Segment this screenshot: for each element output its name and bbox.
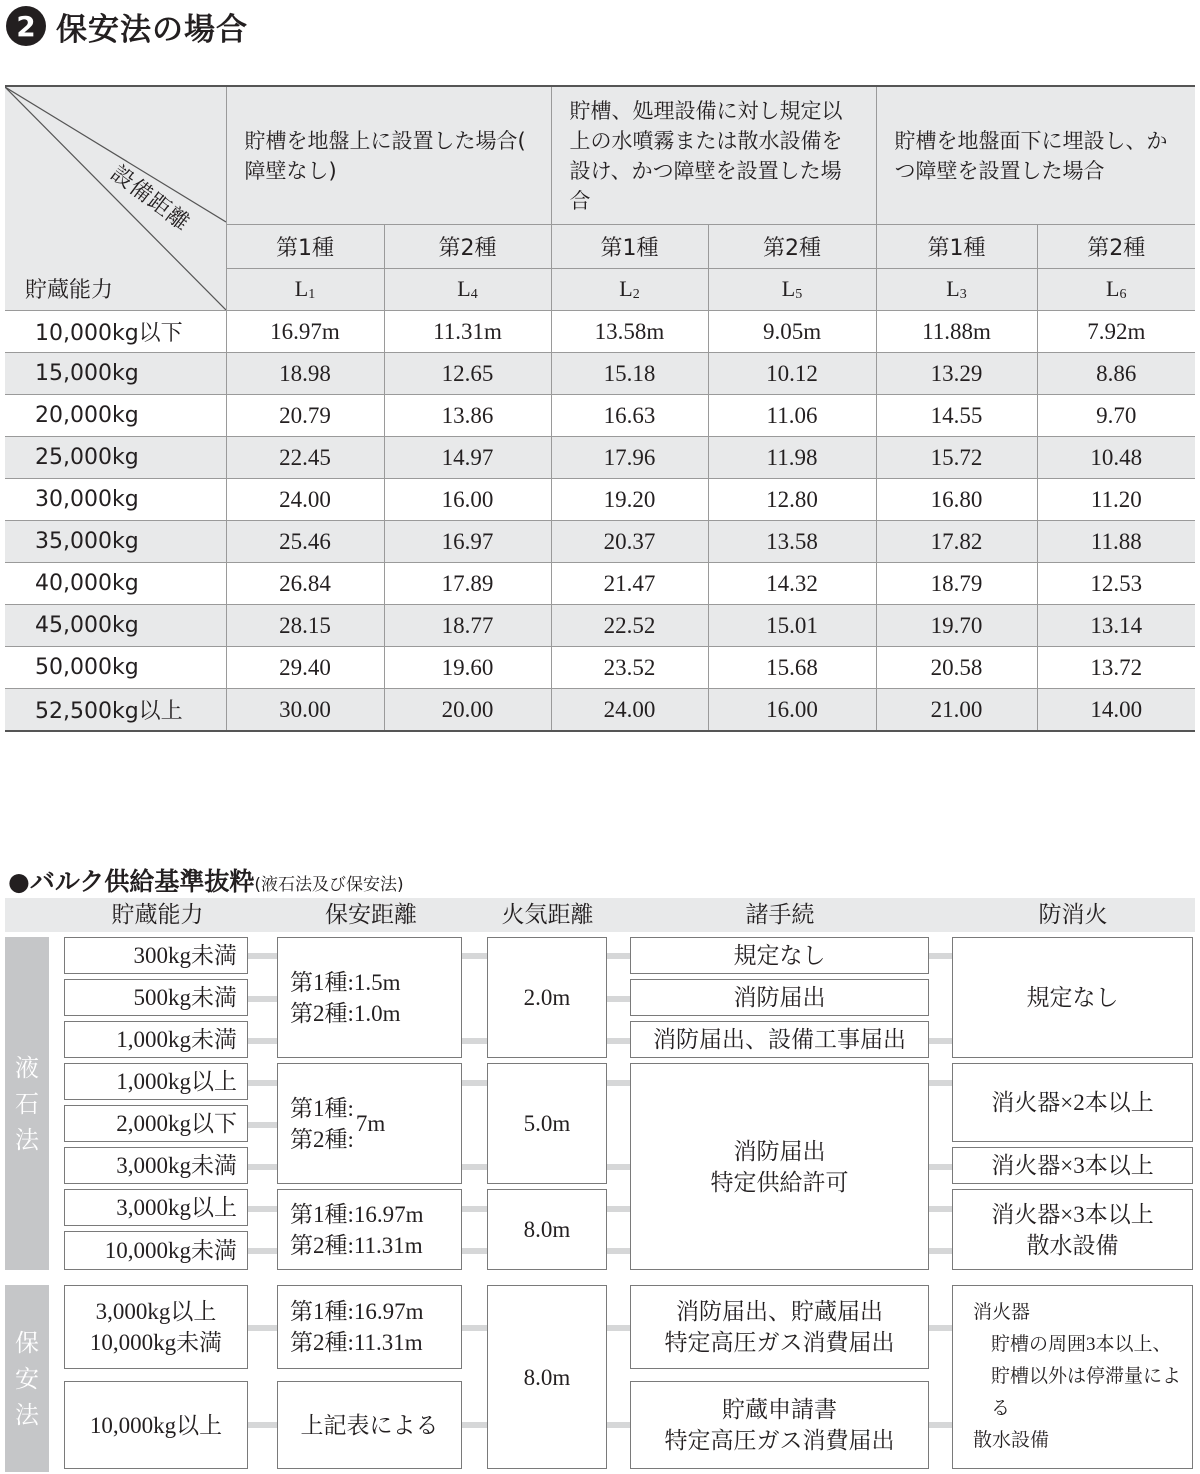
procedure-box: 消防届出、貯蔵届出 特定高圧ガス消費届出	[630, 1285, 929, 1369]
distance-value: 9.05m	[708, 311, 876, 353]
capacity-box: 10,000kg未満	[64, 1231, 248, 1270]
kind-header: 第1種	[551, 225, 708, 269]
distance-value: 9.70	[1037, 395, 1195, 437]
capacity-box: 300kg未満	[64, 937, 248, 974]
connector	[929, 953, 953, 959]
connector	[462, 1206, 488, 1212]
bulk-supply-title: バルク供給基準抜粋	[29, 867, 255, 896]
safety-distance-box: 第1種: 第2種: 7m	[277, 1063, 462, 1184]
col-procedures: 諸手続	[745, 902, 815, 928]
group-header-underground: 貯槽を地盤面下に埋設し、かつ障壁を設置した場合	[876, 86, 1195, 225]
corner-label-distance: 設備距離	[105, 160, 195, 237]
distance-value: 24.00	[226, 479, 384, 521]
kind-header: 第2種	[384, 225, 551, 269]
distance-value: 20.00	[384, 689, 551, 732]
capacity-label: 30,000kg	[5, 479, 226, 521]
connector	[607, 1325, 631, 1331]
kind-header: 第1種	[876, 225, 1037, 269]
capacity-label: 45,000kg	[5, 605, 226, 647]
table-row	[5, 563, 1195, 605]
distance-value: 11.20	[1037, 479, 1195, 521]
connector	[929, 1248, 953, 1254]
section-number-badge: 2	[6, 6, 46, 46]
distance-value: 16.80	[876, 479, 1037, 521]
connector	[607, 1248, 631, 1254]
bulk-supply-note: (液石法及び保安法)	[254, 875, 404, 895]
distance-value: 13.58	[708, 521, 876, 563]
distance-value: 18.77	[384, 605, 551, 647]
connector	[607, 953, 631, 959]
col-fire-distance: 火気距離	[501, 902, 594, 928]
section-heading	[6, 5, 248, 47]
symbol-header: $L_5$	[708, 269, 876, 311]
table-row	[5, 689, 1195, 732]
table-corner-header	[5, 86, 226, 311]
distance-value: 15.18	[551, 353, 708, 395]
distance-value: 19.20	[551, 479, 708, 521]
kind-header: 第2種	[708, 225, 876, 269]
connector	[607, 1422, 631, 1428]
distance-value: 11.98	[708, 437, 876, 479]
kind-header: 第1種	[226, 225, 384, 269]
hp-capacity-box: 10,000kg以上	[64, 1381, 248, 1469]
symbol-header: $L_6$	[1037, 269, 1195, 311]
connector	[607, 1080, 631, 1086]
capacity-label: 20,000kg	[5, 395, 226, 437]
distance-value: 23.52	[551, 647, 708, 689]
distance-value: 17.82	[876, 521, 1037, 563]
table-row	[5, 311, 1195, 353]
distance-value: 16.97	[384, 521, 551, 563]
table-row	[5, 521, 1195, 563]
capacity-label: 35,000kg	[5, 521, 226, 563]
connector	[929, 1164, 953, 1170]
distance-value: 26.84	[226, 563, 384, 605]
corner-label-capacity: 貯蔵能力	[25, 278, 114, 303]
connector	[462, 953, 488, 959]
distance-value: 21.00	[876, 689, 1037, 732]
connector	[248, 1325, 278, 1331]
distance-value: 15.68	[708, 647, 876, 689]
connector	[929, 1422, 953, 1428]
connector	[929, 1325, 953, 1331]
capacity-label: 15,000kg	[5, 353, 226, 395]
fire-prevention-box: 規定なし	[952, 937, 1193, 1058]
distance-value: 11.31m	[384, 311, 551, 353]
fire-distance-box: 8.0m	[487, 1189, 607, 1270]
distance-value: 28.15	[226, 605, 384, 647]
capacity-box: 1,000kg以上	[64, 1063, 248, 1100]
connector	[929, 1080, 953, 1086]
distance-value: 12.53	[1037, 563, 1195, 605]
table-row	[5, 395, 1195, 437]
capacity-label: 25,000kg	[5, 437, 226, 479]
table-row	[5, 479, 1195, 521]
distance-value: 18.98	[226, 353, 384, 395]
connector	[607, 1164, 631, 1170]
distance-value: 16.00	[708, 689, 876, 732]
side-label-hp-gas-law: 保安法	[5, 1285, 49, 1472]
distance-value: 8.86	[1037, 353, 1195, 395]
connector	[462, 1080, 488, 1086]
connector	[248, 1080, 278, 1086]
distance-value: 11.06	[708, 395, 876, 437]
bullet-icon: ●	[8, 867, 30, 896]
connector	[248, 1164, 278, 1170]
bulk-supply-heading	[8, 862, 404, 898]
safety-distance-box: 第1種:16.97m 第2種:11.31m	[277, 1285, 462, 1369]
safety-distance-box: 第1種:1.5m 第2種:1.0m	[277, 937, 462, 1058]
col-fire-prevention: 防消火	[1038, 902, 1108, 928]
distance-value: 19.70	[876, 605, 1037, 647]
distance-value: 14.32	[708, 563, 876, 605]
distance-value: 20.79	[226, 395, 384, 437]
distance-value: 25.46	[226, 521, 384, 563]
col-capacity: 貯蔵能力	[111, 902, 204, 928]
fire-prevention-box: 消火器×2本以上	[952, 1063, 1193, 1142]
capacity-box: 3,000kg以上	[64, 1189, 248, 1226]
distance-value: 11.88m	[876, 311, 1037, 353]
connector	[248, 953, 278, 959]
connector	[462, 1248, 488, 1254]
fire-prevention-box: 消火器×3本以上 散水設備	[952, 1189, 1193, 1270]
connector	[607, 1206, 631, 1212]
section-title: 保安法の場合	[56, 11, 248, 48]
capacity-box: 1,000kg未満	[64, 1021, 248, 1058]
table-row	[5, 353, 1195, 395]
safety-distance-table	[5, 85, 1195, 732]
distance-value: 13.14	[1037, 605, 1195, 647]
capacity-box: 3,000kg未満	[64, 1147, 248, 1184]
capacity-box: 500kg未満	[64, 979, 248, 1016]
col-safety-distance: 保安距離	[325, 902, 417, 928]
side-label-lp-gas-law: 液石法	[5, 937, 49, 1270]
safety-distance-box: 上記表による	[277, 1381, 462, 1469]
capacity-label: 52,500kg以上	[5, 689, 226, 732]
group-header-water-spray: 貯槽、処理設備に対し規定以上の水噴霧または散水設備を設け、かつ障壁を設置した場合	[551, 86, 876, 225]
distance-value: 22.45	[226, 437, 384, 479]
table-row	[5, 647, 1195, 689]
distance-value: 17.89	[384, 563, 551, 605]
distance-value: 12.65	[384, 353, 551, 395]
connector	[248, 1122, 278, 1128]
fire-distance-box: 8.0m	[487, 1285, 607, 1469]
table-row	[5, 437, 1195, 479]
procedure-box: 貯蔵申請書 特定高圧ガス消費届出	[630, 1381, 929, 1469]
procedure-box: 消防届出	[630, 979, 929, 1016]
group-header-above-ground: 貯槽を地盤上に設置した場合( 障壁なし)	[226, 86, 551, 225]
fire-distance-box: 5.0m	[487, 1063, 607, 1184]
capacity-label: 50,000kg	[5, 647, 226, 689]
fire-distance-box: 2.0m	[487, 937, 607, 1058]
connector	[929, 1038, 953, 1044]
kind-header: 第2種	[1037, 225, 1195, 269]
distance-value: 16.97m	[226, 311, 384, 353]
distance-value: 20.37	[551, 521, 708, 563]
hp-capacity-box: 3,000kg以上 10,000kg未満	[64, 1285, 248, 1369]
fire-prevention-box: 消火器 貯槽の周囲3本以上、 貯槽以外は停滞量による 散水設備	[952, 1285, 1193, 1469]
connector	[462, 1038, 488, 1044]
distance-value: 7.92m	[1037, 311, 1195, 353]
distance-value: 14.00	[1037, 689, 1195, 732]
fire-prevention-box: 消火器×3本以上	[952, 1147, 1193, 1184]
distance-value: 14.55	[876, 395, 1037, 437]
connector	[248, 996, 278, 1002]
connector	[929, 1206, 953, 1212]
distance-value: 13.29	[876, 353, 1037, 395]
distance-value: 15.01	[708, 605, 876, 647]
distance-value: 13.58m	[551, 311, 708, 353]
distance-value: 22.52	[551, 605, 708, 647]
distance-value: 13.86	[384, 395, 551, 437]
connector	[607, 996, 631, 1002]
procedure-box: 消防届出 特定供給許可	[630, 1063, 929, 1270]
connector	[462, 1422, 488, 1428]
distance-value: 13.72	[1037, 647, 1195, 689]
distance-value: 17.96	[551, 437, 708, 479]
distance-value: 16.00	[384, 479, 551, 521]
connector	[607, 1038, 631, 1044]
connector	[248, 1038, 278, 1044]
connector	[248, 1248, 278, 1254]
procedure-box: 消防届出、設備工事届出	[630, 1021, 929, 1058]
safety-distance-box: 第1種:16.97m 第2種:11.31m	[277, 1189, 462, 1270]
table-row	[5, 605, 1195, 647]
capacity-label: 40,000kg	[5, 563, 226, 605]
distance-value: 10.48	[1037, 437, 1195, 479]
symbol-header: $L_3$	[876, 269, 1037, 311]
distance-value: 11.88	[1037, 521, 1195, 563]
distance-value: 30.00	[226, 689, 384, 732]
distance-value: 14.97	[384, 437, 551, 479]
distance-value: 18.79	[876, 563, 1037, 605]
distance-value: 29.40	[226, 647, 384, 689]
distance-value: 15.72	[876, 437, 1037, 479]
distance-value: 20.58	[876, 647, 1037, 689]
symbol-header: $L_4$	[384, 269, 551, 311]
connector	[248, 1422, 278, 1428]
procedure-box: 規定なし	[630, 937, 929, 974]
distance-value: 12.80	[708, 479, 876, 521]
distance-value: 10.12	[708, 353, 876, 395]
distance-value: 24.00	[551, 689, 708, 732]
distance-value: 16.63	[551, 395, 708, 437]
symbol-header: $L_1$	[226, 269, 384, 311]
connector	[462, 1164, 488, 1170]
connector	[248, 1206, 278, 1212]
connector	[462, 1325, 488, 1331]
symbol-header: $L_2$	[551, 269, 708, 311]
capacity-box: 2,000kg以下	[64, 1105, 248, 1142]
distance-value: 21.47	[551, 563, 708, 605]
capacity-label: 10,000kg以下	[5, 311, 226, 353]
distance-value: 19.60	[384, 647, 551, 689]
flow-column-header	[5, 898, 1195, 932]
